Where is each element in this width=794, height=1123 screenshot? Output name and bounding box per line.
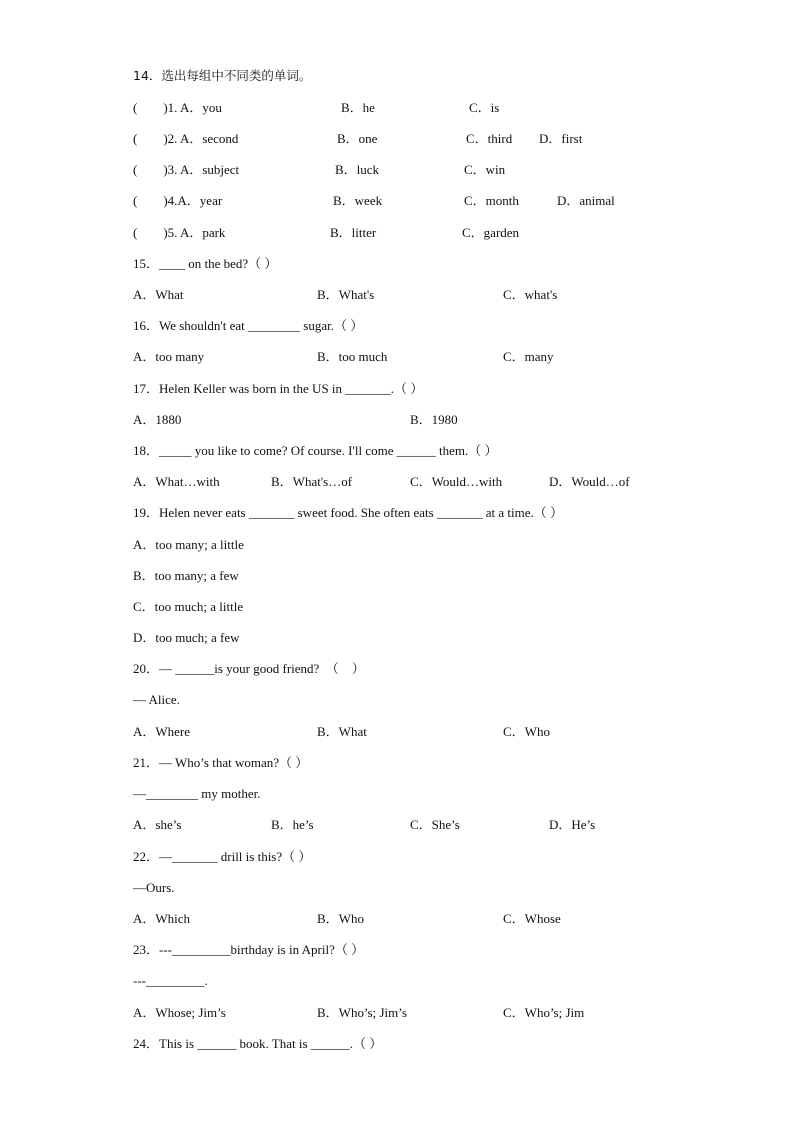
q20-option-b: B．What <box>317 724 367 739</box>
q17-option-a: A．1880 <box>133 412 182 427</box>
q14-row-2-option-c: C．third <box>466 131 513 146</box>
q18-option-a: A．What…with <box>133 474 220 489</box>
q18-option-c: C．Would…with <box>410 474 503 489</box>
q14-row-4-option-c: C．month <box>464 193 519 208</box>
q14-row-3-lead: ( )3. A．subject <box>133 162 240 177</box>
question-19-stem: 19．Helen never eats _______ sweet food. She often eats _______ at a time.（ ） <box>133 505 563 520</box>
q22-option-b: B．Who <box>317 911 364 926</box>
q16-option-a: A．too many <box>133 349 205 364</box>
q14-row-4-option-b: B．week <box>333 193 383 208</box>
q21-reply: —________ my mother. <box>133 786 261 801</box>
q16-option-c: C．many <box>503 349 554 364</box>
q18-option-b: B．What's…of <box>271 474 353 489</box>
q23-option-b: B．Who’s; Jim’s <box>317 1005 407 1020</box>
question-20-stem: 20．— ______is your good friend? （ ） <box>133 661 365 676</box>
q21-option-d: D．He’s <box>549 817 596 832</box>
q14-row-1-option-b: B．he <box>341 100 375 115</box>
question-15-stem: 15．____ on the bed?（ ） <box>133 256 278 271</box>
q20-option-c: C．Who <box>503 724 550 739</box>
question-18-stem: 18．_____ you like to come? Of course. I'll come ______ them.（ ） <box>133 443 498 458</box>
q14-row-2-option-d: D．first <box>539 131 583 146</box>
q15-option-a: A．What <box>133 287 184 302</box>
question-16-stem: 16．We shouldn't eat ________ sugar.（ ） <box>133 318 364 333</box>
q22-option-c: C．Whose <box>503 911 561 926</box>
q14-row-3-option-b: B．luck <box>335 162 380 177</box>
question-17-stem: 17．Helen Keller was born in the US in _______.（ ） <box>133 381 424 396</box>
q14-row-2-lead: ( )2. A．second <box>133 131 239 146</box>
q14-row-4-option-d: D．animal <box>557 193 615 208</box>
q14-row-4-lead: ( )4.A．year <box>133 193 223 208</box>
q14-row-1-lead: ( )1. A．you <box>133 100 222 115</box>
q14-row-5-option-b: B．litter <box>330 225 377 240</box>
q21-option-c: C．She’s <box>410 817 460 832</box>
q14-row-5-lead: ( )5. A．park <box>133 225 226 240</box>
question-14-title: 14．选出每组中不同类的单词。 <box>133 68 312 83</box>
question-22-stem: 22．—_______ drill is this?（ ） <box>133 849 312 864</box>
q16-option-b: B．too much <box>317 349 388 364</box>
q21-option-a: A．she’s <box>133 817 182 832</box>
q21-option-b: B．he’s <box>271 817 314 832</box>
q15-option-c: C．what's <box>503 287 558 302</box>
q19-option-b: B．too many; a few <box>133 568 239 583</box>
q20-reply: — Alice. <box>133 692 180 707</box>
q14-row-2-option-b: B．one <box>337 131 378 146</box>
question-24-stem: 24．This is ______ book. That is ______.（ ） <box>133 1036 383 1051</box>
q23-option-a: A．Whose; Jim’s <box>133 1005 226 1020</box>
q19-option-c: C．too much; a little <box>133 599 244 614</box>
q22-reply: —Ours. <box>133 880 175 895</box>
q19-option-a: A．too many; a little <box>133 537 244 552</box>
q14-row-1-option-c: C．is <box>469 100 500 115</box>
question-21-stem: 21．— Who’s that woman?（ ） <box>133 755 309 770</box>
q22-option-a: A．Which <box>133 911 191 926</box>
q19-option-d: D．too much; a few <box>133 630 240 645</box>
q14-row-3-option-c: C．win <box>464 162 506 177</box>
q18-option-d: D．Would…of <box>549 474 630 489</box>
q23-option-c: C．Who’s; Jim <box>503 1005 585 1020</box>
q20-option-a: A．Where <box>133 724 191 739</box>
q23-reply: ---_________. <box>133 973 208 988</box>
question-23-stem: 23．---_________birthday is in April?（ ） <box>133 942 365 957</box>
q14-row-5-option-c: C．garden <box>462 225 520 240</box>
q17-option-b: B．1980 <box>410 412 458 427</box>
q15-option-b: B．What's <box>317 287 375 302</box>
